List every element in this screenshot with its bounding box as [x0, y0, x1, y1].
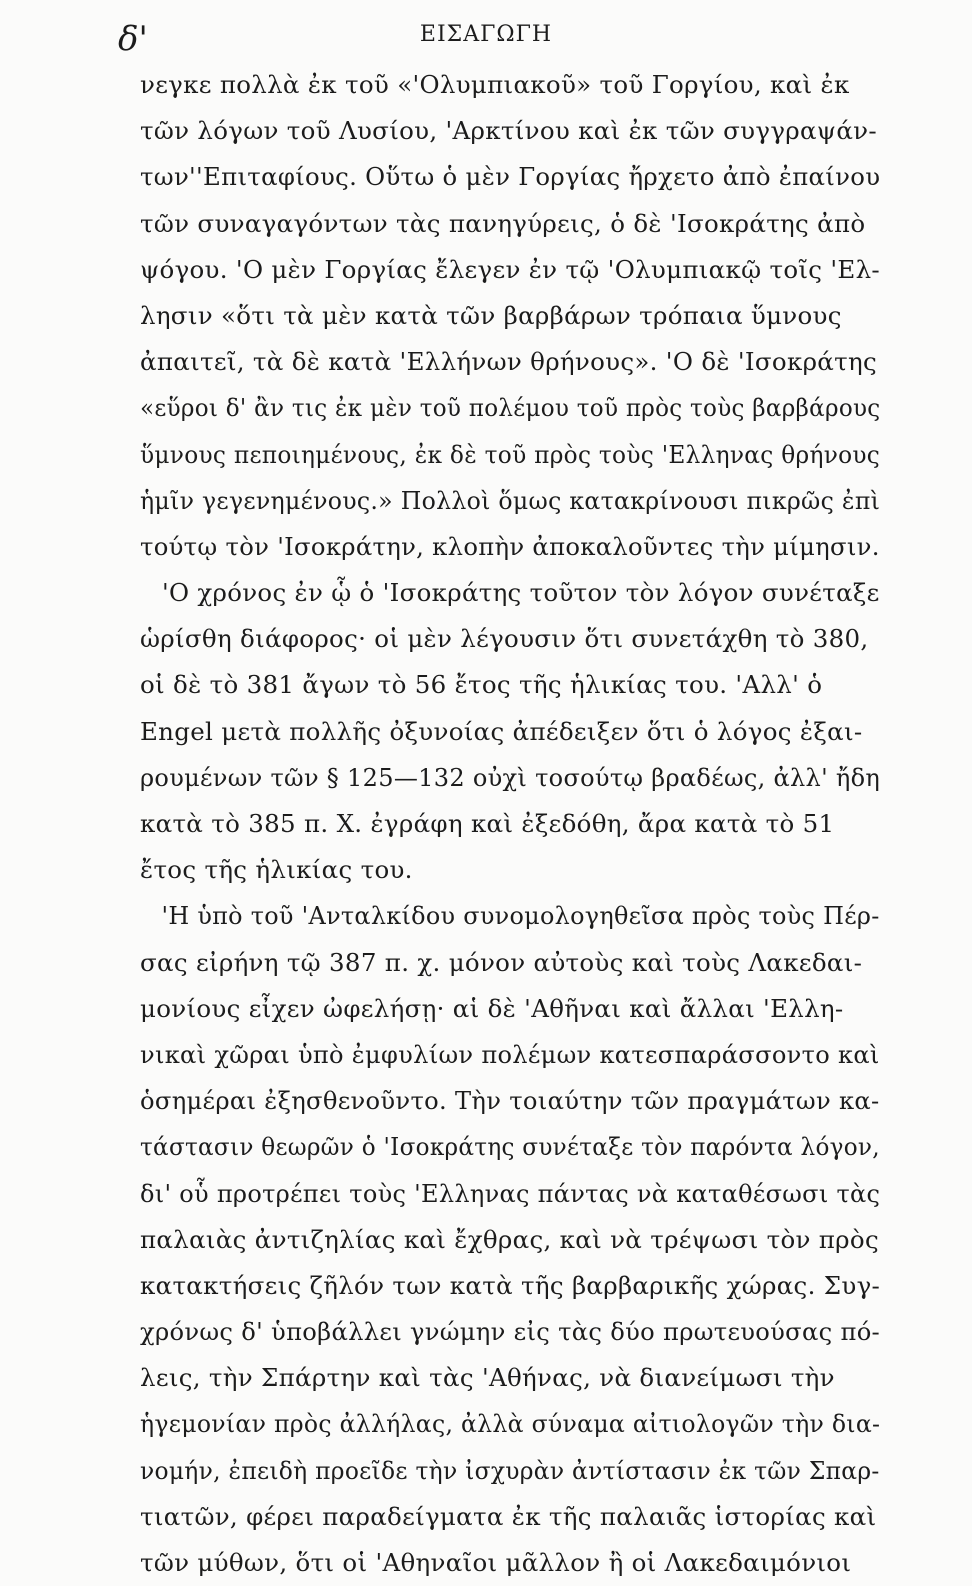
text-line: των''Επιταφίους. Οὕτω ὁ μὲν Γοργίας ἤρχετο ἀπὸ ἐπαίνου	[140, 162, 881, 192]
text-line: τῶν λόγων τοῦ Λυσίου, 'Αρκτίνου καὶ ἐκ τῶν συγγραψάν-	[140, 116, 877, 146]
text-line: μονίους εἶχεν ὠφελήσῃ· αἱ δὲ 'Αθῆναι καὶ ἄλλαι 'Ελλη-	[140, 993, 844, 1023]
text-line: οἱ δὲ τὸ 381 ἄγων τὸ 56 ἔτος τῆς ἡλικίας του. 'Αλλ' ὁ	[140, 670, 823, 700]
text-line: Engel μετὰ πολλῆς ὀξυνοίας ἀπέδειξεν ὅτι ὁ λόγος ἐξαι-	[140, 716, 863, 746]
text-line: τῶν μύθων, ὅτι οἱ 'Αθηναῖοι μᾶλλον ἢ οἱ Λακεδαιμόνιοι	[140, 1548, 852, 1577]
text-line: ἀπαιτεῖ, τὰ δὲ κατὰ 'Ελλήνων θρήνους». 'Ο δὲ 'Ισοκράτης	[140, 347, 878, 377]
text-line: ὁσημέραι ἐξησθενοῦντο. Τὴν τοιαύτην τῶν πραγμάτων κα-	[140, 1086, 880, 1116]
text-line: τιατῶν, φέρει παραδείγματα ἐκ τῆς παλαιᾶς ἱστορίας καὶ	[140, 1501, 877, 1531]
text-line: ὕμνους πεποιημένους, ἐκ δὲ τοῦ πρὸς τοὺς 'Ελληνας θρήνους	[140, 439, 881, 469]
text-line: νομήν, ἐπειδὴ προεῖδε τὴν ἰσχυρὰν ἀντίστασιν ἐκ τῶν Σπαρ-	[140, 1455, 880, 1485]
running-head: ΕΙΣΑΓΩΓΗ	[419, 22, 553, 47]
text-line: σας εἰρήνη τῷ 387 π. χ. μόνον αὐτοὺς καὶ τοὺς Λακεδαι-	[140, 947, 863, 977]
text-line: λησιν «ὅτι τὰ μὲν κατὰ τῶν βαρβάρων τρόπαια ὕμνους	[140, 300, 842, 330]
text-line: δι' οὗ προτρέπει τοὺς 'Ελληνας πάντας νὰ καταθέσωσι τὰς	[140, 1178, 881, 1208]
text-line: τῶν συναγαγόντων τὰς πανηγύρεις, ὁ δὲ 'Ισοκράτης ἀπὸ	[140, 208, 866, 238]
text-line: τάστασιν θεωρῶν ὁ 'Ισοκράτης συνέταξε τὸν παρόντα λόγον,	[140, 1132, 880, 1162]
text-line: νικαὶ χῶραι ὑπὸ ἐμφυλίων πολέμων κατεσπαράσσοντο καὶ	[140, 1039, 880, 1069]
page-header	[0, 14, 972, 59]
text-line: ρουμένων τῶν § 125—132 οὐχὶ τοσούτῳ βραδέως, ἀλλ' ἤδη	[140, 762, 881, 792]
text-line: 'Η ὑπὸ τοῦ 'Ανταλκίδου συνομολογηθεῖσα πρὸς τοὺς Πέρ-	[161, 901, 880, 931]
body-text	[140, 62, 880, 1586]
text-line: ὡρίσθη διάφορος· οἱ μὲν λέγουσιν ὅτι συνετάχθη τὸ 380,	[140, 624, 869, 654]
text-line: ψόγου. 'Ο μὲν Γοργίας ἔλεγεν ἐν τῷ 'Ολυμπιακῷ τοῖς 'Ελ-	[140, 254, 881, 284]
text-line: χρόνως δ' ὑποβάλλει γνώμην εἰς τὰς δύο πρωτευούσας πό-	[140, 1317, 881, 1347]
text-line: νεγκε πολλὰ ἐκ τοῦ «'Ολυμπιακοῦ» τοῦ Γοργίου, καὶ ἐκ	[140, 70, 850, 99]
text-line: ἡμῖν γεγενημένους.» Πολλοὶ ὅμως κατακρίνουσι πικρῶς ἐπὶ	[140, 485, 881, 515]
text-line: κατὰ τὸ 385 π. Χ. ἐγράφη καὶ ἐξεδόθη, ἄρα κατὰ τὸ 51	[140, 809, 835, 838]
text-line: τούτῳ τὸν 'Ισοκράτην, κλοπὴν ἀποκαλοῦντες τὴν μίμησιν.	[140, 531, 880, 561]
text-line: λεις, τὴν Σπάρτην καὶ τὰς 'Αθήνας, νὰ διανείμωσι τὴν	[140, 1363, 835, 1393]
text-line: ἔτος τῆς ἡλικίας του.	[140, 855, 413, 885]
text-line: 'Ο χρόνος ἐν ᾧ ὁ 'Ισοκράτης τοῦτον τὸν λόγον συνέταξε	[161, 578, 880, 608]
text-line: κατακτήσεις ζῆλόν των κατὰ τῆς βαρβαρικῆς χώρας. Συγ-	[140, 1270, 881, 1300]
page-number: δ'	[118, 19, 148, 59]
text-line: ἡγεμονίαν πρὸς ἀλλήλας, ἀλλὰ σύναμα αἰτιολογῶν τὴν δια-	[140, 1409, 881, 1439]
text-line: παλαιὰς ἀντιζηλίας καὶ ἔχθρας, καὶ νὰ τρέψωσι τὸν πρὸς	[140, 1224, 879, 1254]
text-line: «εὕροι δ' ἂν τις ἐκ μὲν τοῦ πολέμου τοῦ πρὸς τοὺς βαρβάρους	[140, 393, 881, 423]
